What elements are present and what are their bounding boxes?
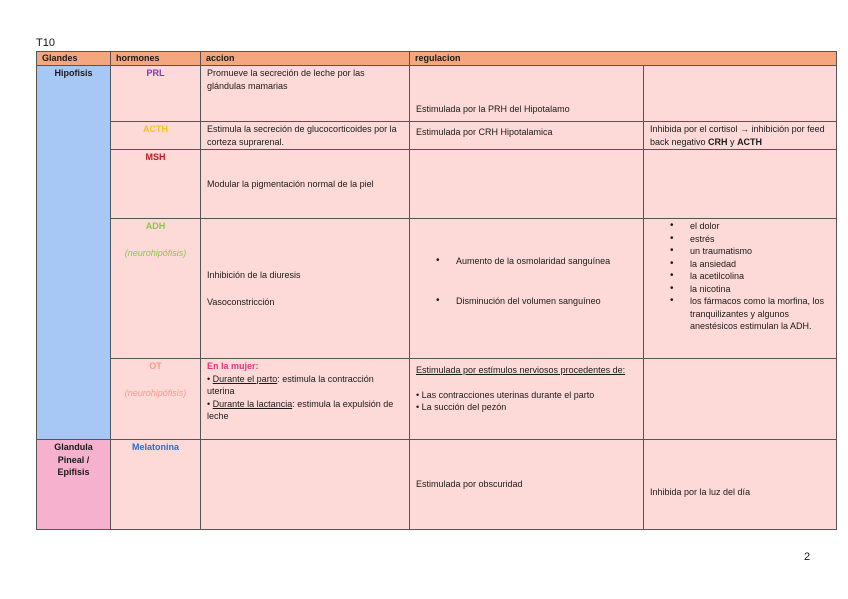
ot-mujer-label: En la mujer: [207, 361, 259, 371]
hormone-prl-label: PRL [146, 68, 165, 78]
ot-accion [201, 359, 410, 440]
gland-pineal [37, 440, 111, 530]
msh-regulacion-1 [410, 150, 644, 219]
list-item: • estrés [690, 233, 830, 246]
hormone-prl [111, 66, 201, 122]
melatonina-accion [201, 440, 410, 530]
header-glandes: Glandes [37, 52, 111, 66]
prl-reg1-text: Estimulada por la PRH del Hipotalamo [416, 103, 570, 114]
prl-accion [201, 66, 410, 122]
gland-pineal-line-3: Epifisis [57, 467, 90, 477]
gland-pineal-line-1: Glandula [54, 442, 93, 452]
adh-regulacion-2 [644, 219, 837, 359]
acth-reg2-crh: CRH [708, 136, 728, 147]
acth-reg2-y: y [727, 136, 738, 147]
acth-accion-text: Estimula la secreción de glucocorticoides por la corteza suprarenal. [207, 124, 397, 147]
melatonina-reg2-text: Inhibida por la luz del día [650, 486, 751, 497]
ot-acc1-u: Durante el parto [212, 373, 278, 384]
table-row-acth [37, 122, 837, 150]
acth-accion [201, 122, 410, 150]
ot-acc2-bullet: • [207, 398, 213, 409]
ot-regulacion-1 [410, 359, 644, 440]
header-row [37, 52, 837, 66]
adh-accion-2: Vasoconstricción [207, 296, 275, 307]
hormone-adh-sub: (neurohipófisis) [124, 247, 187, 258]
ot-acc1-bullet: • [207, 373, 213, 384]
ot-acc1-rest: : estimula la contracción uterina [207, 373, 374, 396]
hormone-adh [111, 219, 201, 359]
header-regulacion: regulacion [410, 52, 837, 66]
gland-pineal-line-2: Pineal / [57, 454, 90, 465]
msh-regulacion-2 [644, 150, 837, 219]
hormone-adh-label: ADH [145, 221, 166, 231]
list-item: • la ansiedad [690, 258, 830, 271]
prl-accion-text: Promueve la secreción de leche por las glándulas mamarias [207, 68, 365, 91]
list-item: • la acetilcolina [690, 270, 830, 283]
acth-reg2-text: Inhibida por el cortisol → inhibición por feed back negativo [650, 124, 825, 147]
table-row-prl [37, 66, 837, 122]
acth-reg1-text: Estimulada por CRH Hipotalamica [416, 127, 553, 137]
list-item: • Aumento de la osmolaridad sanguínea [456, 255, 637, 268]
page-label: T10 [36, 37, 55, 49]
prl-regulacion-1 [410, 66, 644, 122]
hormone-acth-label: ACTH [143, 124, 168, 134]
msh-accion [201, 150, 410, 219]
hormone-melatonina-label: Melatonina [131, 442, 179, 452]
hormone-acth [111, 122, 201, 150]
acth-reg2-acth: ACTH [737, 136, 763, 147]
melatonina-regulacion-1 [410, 440, 644, 530]
adh-accion [201, 219, 410, 359]
hormone-ot [111, 359, 201, 440]
melatonina-regulacion-2 [644, 440, 837, 530]
prl-regulacion-2 [644, 66, 837, 122]
adh-reg2-list [650, 220, 830, 333]
list-item: • los fármacos como la morfina, los tranquilizantes y algunos anestésicos estimulan la ADH. [690, 295, 830, 333]
acth-regulacion-2 [644, 122, 837, 150]
gland-hipofisis [37, 66, 111, 440]
hormone-ot-label: OT [149, 361, 162, 371]
list-item: • un traumatismo [690, 245, 830, 258]
table-row-msh [37, 150, 837, 219]
header-accion: accion [201, 52, 410, 66]
acth-regulacion-1 [410, 122, 644, 150]
ot-accion-2 [207, 398, 403, 423]
table-row-melatonina [37, 440, 837, 530]
ot-reg1-item-2: • La succión del pezón [416, 402, 507, 412]
hormone-melatonina [111, 440, 201, 530]
adh-accion-1: Inhibición de la diuresis [207, 270, 301, 280]
list-item: • el dolor [690, 220, 830, 233]
hormone-ot-sub: (neurohipófisis) [124, 387, 187, 398]
adh-reg1-list [416, 255, 637, 307]
hormones-table [36, 51, 837, 530]
ot-regulacion-2 [644, 359, 837, 440]
ot-acc2-u: Durante la lactancia [212, 398, 293, 409]
adh-regulacion-1 [410, 219, 644, 359]
ot-acc2-rest: : estimula la expulsión de leche [207, 398, 394, 421]
melatonina-reg1-text: Estimulada por obscuridad [416, 479, 523, 490]
list-item: • Disminución del volumen sanguíneo [456, 295, 637, 308]
ot-reg1-item-1: • Las contracciones uterinas durante el parto [416, 389, 595, 400]
hormone-msh [111, 150, 201, 219]
header-hormones: hormones [111, 52, 201, 66]
msh-accion-text: Modular la pigmentación normal de la piel [207, 178, 374, 189]
table-row-adh [37, 219, 837, 359]
table-row-ot [37, 359, 837, 440]
ot-accion-1 [207, 373, 403, 398]
hormone-msh-label: MSH [145, 152, 166, 162]
list-item: • la nicotina [690, 283, 830, 296]
page-number: 2 [804, 551, 811, 563]
gland-hipofisis-label: Hipofisis [54, 68, 93, 78]
ot-reg1-title: Estimulada por estímulos nerviosos procedentes de: [416, 365, 626, 375]
